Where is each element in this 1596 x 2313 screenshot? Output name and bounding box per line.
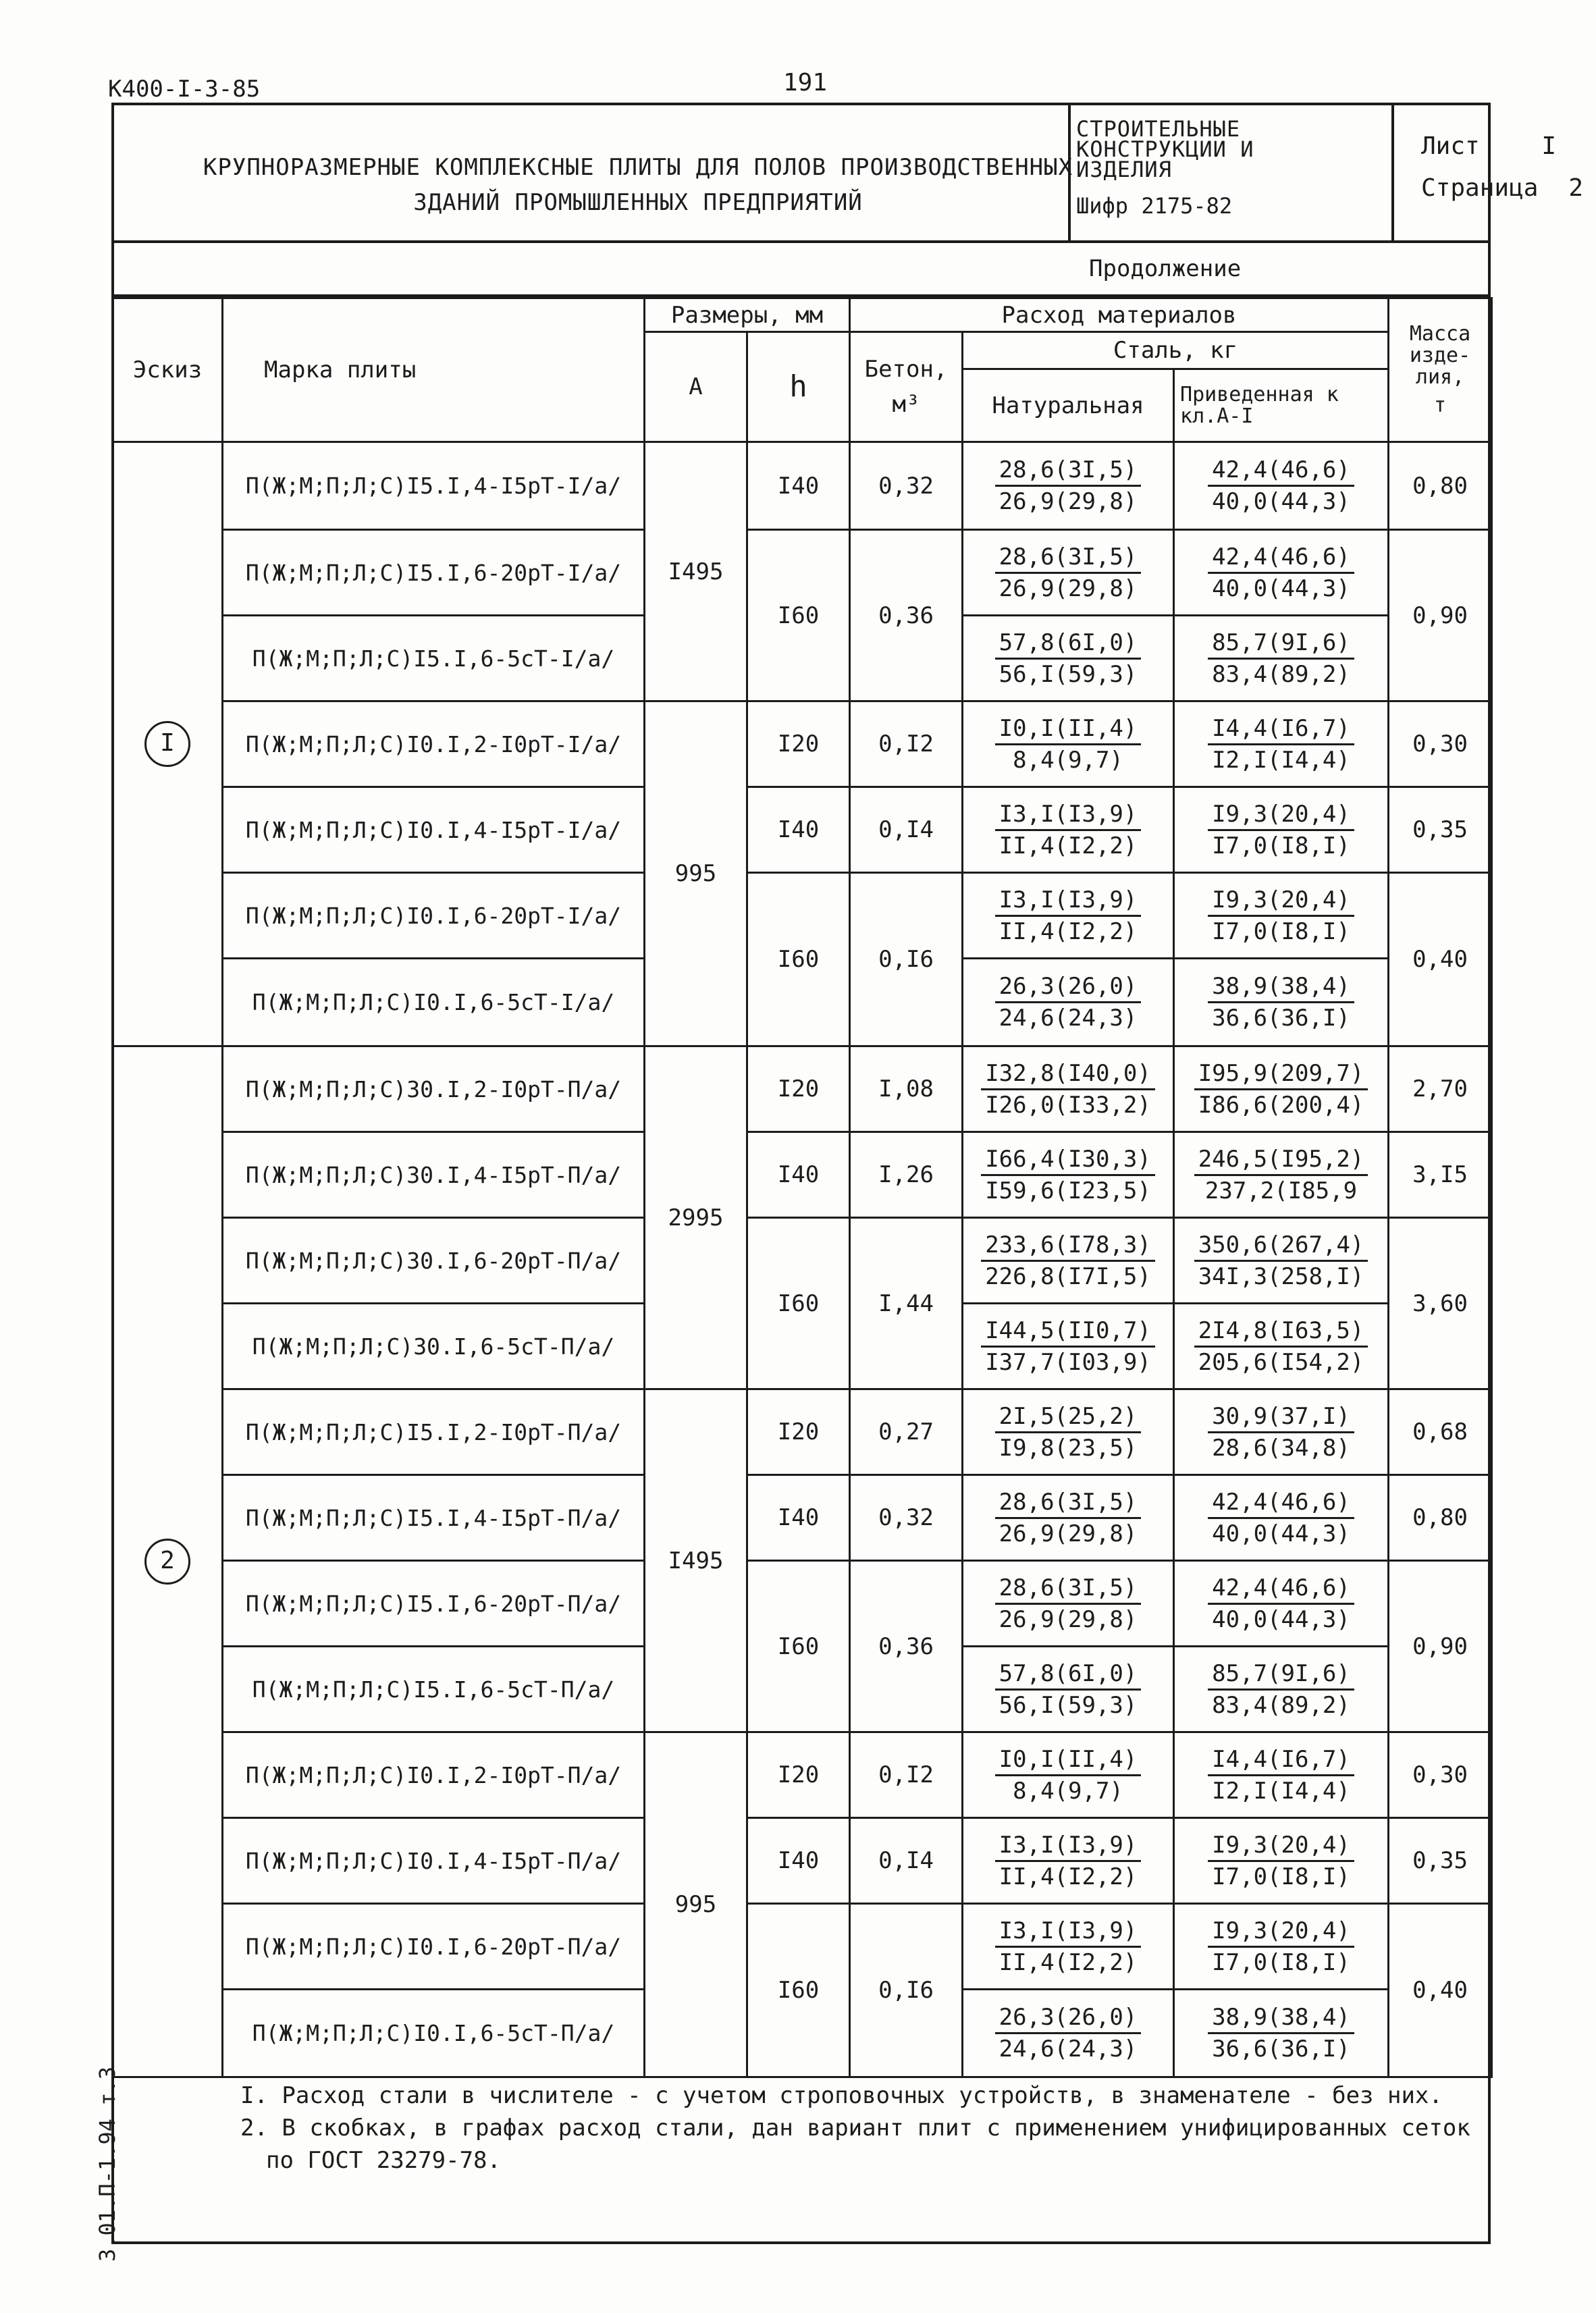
reduced-steel-den: I7,0(I8,I) xyxy=(1212,832,1350,859)
natural-steel-den: 24,6(24,3) xyxy=(999,2036,1138,2063)
plate-mark: П(Ж;М;П;Л;С)30.I,6-20рТ-П/а/ xyxy=(223,1218,645,1304)
mass-line-2: изде- xyxy=(1409,344,1471,367)
natural-steel-num: 233,6(I78,3) xyxy=(981,1230,1155,1262)
reduced-steel-den: 40,0(44,3) xyxy=(1212,1520,1350,1547)
reduced-steel xyxy=(1208,2002,1354,2064)
reduced-steel xyxy=(1194,1144,1368,1206)
reduced-steel-den: 40,0(44,3) xyxy=(1212,575,1350,602)
natural-steel xyxy=(995,455,1142,516)
natural-steel-num: I3,I(I3,9) xyxy=(995,1830,1142,1862)
reduced-steel-den: I7,0(I8,I) xyxy=(1212,918,1350,945)
natural-steel xyxy=(995,885,1142,947)
concrete-cell: 0,I2 xyxy=(850,1732,963,1818)
series-line-1: СТРОИТЕЛЬНЫЕ xyxy=(1076,116,1241,142)
concrete-cell: 0,I4 xyxy=(850,787,963,873)
sheet-info xyxy=(1421,126,1583,209)
concrete-cell: 0,I4 xyxy=(850,1818,963,1904)
natural-steel xyxy=(995,1659,1142,1720)
dim-h-cell: I40 xyxy=(747,442,850,530)
sketch-cell xyxy=(113,1046,223,2077)
dim-a-cell: 995 xyxy=(645,701,747,1046)
page-row xyxy=(1421,167,1583,209)
header-dim-a: А xyxy=(645,332,747,442)
reduced-steel-num: 42,4(46,6) xyxy=(1208,1487,1354,1519)
reduced-steel xyxy=(1194,1316,1368,1377)
natural-steel xyxy=(995,2002,1142,2064)
reduced-steel-num: I4,4(I6,7) xyxy=(1208,1745,1354,1776)
mass-cell: 0,80 xyxy=(1389,1475,1492,1561)
reduced-steel-cell xyxy=(1174,1046,1389,1132)
natural-steel-cell xyxy=(963,1389,1174,1475)
concrete-cell: 0,32 xyxy=(850,442,963,530)
title-line-2: ЗДАНИЙ ПРОМЫШЛЕННЫХ ПРЕДПРИЯТИЙ xyxy=(413,189,863,216)
series-block xyxy=(1068,103,1394,240)
dim-h-cell: I60 xyxy=(747,1218,850,1389)
plate-mark: П(Ж;М;П;Л;С)I0.I,6-20рТ-П/а/ xyxy=(223,1904,645,1990)
natural-steel-den: 8,4(9,7) xyxy=(1013,746,1123,774)
natural-steel xyxy=(995,1745,1142,1806)
header-concrete xyxy=(850,332,963,442)
mass-cell: 0,35 xyxy=(1389,787,1492,873)
concrete-cell: 0,36 xyxy=(850,1561,963,1732)
natural-steel-den: II,4(I2,2) xyxy=(999,832,1138,859)
reduced-steel-num: 42,4(46,6) xyxy=(1208,1573,1354,1605)
mass-cell: 0,90 xyxy=(1389,1561,1492,1732)
dim-h-cell: I40 xyxy=(747,1475,850,1561)
plate-mark: П(Ж;М;П;Л;С)I5.I,6-20рТ-П/а/ xyxy=(223,1561,645,1647)
spec-table xyxy=(111,297,1493,2078)
concrete-cell: I,44 xyxy=(850,1218,963,1389)
dim-h-cell: I60 xyxy=(747,1904,850,2077)
natural-steel-den: I59,6(I23,5) xyxy=(985,1177,1151,1204)
natural-steel-cell xyxy=(963,1818,1174,1904)
sketch-marker: I xyxy=(144,721,190,767)
reduced-steel xyxy=(1208,455,1354,516)
natural-steel xyxy=(981,1144,1155,1206)
reduced-steel-num: 30,9(37,I) xyxy=(1208,1402,1354,1433)
reduced-steel-cell xyxy=(1174,616,1389,701)
reduced-steel xyxy=(1208,1745,1354,1806)
reduced-steel-num: I4,4(I6,7) xyxy=(1208,714,1354,745)
natural-steel xyxy=(995,1402,1142,1463)
reduced-steel-cell xyxy=(1174,959,1389,1046)
concrete-cell: 0,I6 xyxy=(850,1904,963,2077)
reduced-steel xyxy=(1208,799,1354,861)
dim-h-cell: I20 xyxy=(747,701,850,787)
sheet-label: Лист xyxy=(1421,132,1480,160)
dim-h-cell: I60 xyxy=(747,873,850,1046)
dim-h-cell: I20 xyxy=(747,1389,850,1475)
natural-steel-cell xyxy=(963,873,1174,959)
reduced-steel-den: 36,6(36,I) xyxy=(1212,1005,1350,1032)
plate-mark: П(Ж;М;П;Л;С)I5.I,2-I0рТ-П/а/ xyxy=(223,1389,645,1475)
reduced-steel-num: 2I4,8(I63,5) xyxy=(1194,1316,1368,1348)
natural-steel xyxy=(995,628,1142,689)
plate-mark: П(Ж;М;П;Л;С)30.I,2-I0рТ-П/а/ xyxy=(223,1046,645,1132)
natural-steel xyxy=(995,1830,1142,1892)
natural-steel-num: 2I,5(25,2) xyxy=(995,1402,1142,1433)
reduced-steel-cell xyxy=(1174,1389,1389,1475)
reduced-steel-num: I9,3(20,4) xyxy=(1208,799,1354,831)
natural-steel-den: 26,9(29,8) xyxy=(999,1605,1138,1633)
header-natural: Натуральная xyxy=(963,369,1174,442)
plate-mark: П(Ж;М;П;Л;С)I0.I,2-I0рТ-I/а/ xyxy=(223,701,645,787)
natural-steel-num: 57,8(6I,0) xyxy=(995,628,1142,660)
reduced-steel-cell xyxy=(1174,1132,1389,1218)
natural-steel-cell xyxy=(963,1132,1174,1218)
mass-cell: 0,30 xyxy=(1389,1732,1492,1818)
reduced-steel-den: 28,6(34,8) xyxy=(1212,1434,1350,1462)
mass-cell: 3,60 xyxy=(1389,1218,1492,1389)
natural-steel-cell xyxy=(963,787,1174,873)
series-line-2: КОНСТРУКЦИИ И xyxy=(1076,136,1254,162)
natural-steel-cell xyxy=(963,1218,1174,1304)
concrete-cell: 0,I6 xyxy=(850,873,963,1046)
natural-steel-num: I0,I(II,4) xyxy=(995,1745,1142,1776)
reduced-steel xyxy=(1194,1059,1368,1120)
natural-steel-num: I3,I(I3,9) xyxy=(995,799,1142,831)
natural-steel-num: I32,8(I40,0) xyxy=(981,1059,1155,1090)
natural-steel-cell xyxy=(963,1046,1174,1132)
reduced-steel-num: 42,4(46,6) xyxy=(1208,542,1354,574)
dim-a-cell: I495 xyxy=(645,442,747,701)
plate-mark: П(Ж;М;П;Л;С)I0.I,6-20рТ-I/а/ xyxy=(223,873,645,959)
title-line-1: КРУПНОРАЗМЕРНЫЕ КОМПЛЕКСНЫЕ ПЛИТЫ ДЛЯ ПОЛОВ ПРОИЗВОДСТВЕННЫХ xyxy=(203,154,1073,181)
natural-steel-den: 26,9(29,8) xyxy=(999,488,1138,515)
natural-steel xyxy=(995,1487,1142,1549)
reduced-steel-num: 246,5(I95,2) xyxy=(1194,1144,1368,1176)
natural-steel xyxy=(981,1316,1155,1377)
reduced-steel-den: 237,2(I85,9 xyxy=(1204,1177,1358,1204)
header-dim-h: h xyxy=(747,332,850,442)
mass-cell: 0,35 xyxy=(1389,1818,1492,1904)
reduced-steel-den: I7,0(I8,I) xyxy=(1212,1948,1350,1976)
natural-steel-den: II,4(I2,2) xyxy=(999,1948,1138,1976)
reduced-steel xyxy=(1208,1487,1354,1549)
dim-h-cell: I40 xyxy=(747,1132,850,1218)
concrete-cell: 0,27 xyxy=(850,1389,963,1475)
mass-cell: 0,80 xyxy=(1389,442,1492,530)
reduced-steel-den: 40,0(44,3) xyxy=(1212,488,1350,515)
dim-h-cell: I20 xyxy=(747,1046,850,1132)
sheet-value: I xyxy=(1541,132,1556,160)
natural-steel xyxy=(981,1059,1155,1120)
natural-steel-cell xyxy=(963,1732,1174,1818)
dim-h-cell: I40 xyxy=(747,1818,850,1904)
natural-steel-den: 24,6(24,3) xyxy=(999,1005,1138,1032)
reduced-steel-den: 205,6(I54,2) xyxy=(1198,1348,1364,1376)
reduced-steel-cell xyxy=(1174,1818,1389,1904)
natural-steel xyxy=(995,1916,1142,1977)
natural-steel-cell xyxy=(963,616,1174,701)
natural-steel-cell xyxy=(963,701,1174,787)
reduced-steel-num: 38,9(38,4) xyxy=(1208,972,1354,1003)
natural-steel-num: I3,I(I3,9) xyxy=(995,1916,1142,1948)
reduced-steel-cell xyxy=(1174,1561,1389,1647)
reduced-steel-num: 350,6(267,4) xyxy=(1194,1230,1368,1262)
reduced-steel-num: 85,7(9I,6) xyxy=(1208,1659,1354,1691)
reduced-steel-num: 85,7(9I,6) xyxy=(1208,628,1354,660)
natural-steel-cell xyxy=(963,530,1174,616)
sketch-cell xyxy=(113,442,223,1046)
natural-steel-cell xyxy=(963,1304,1174,1389)
reduced-steel xyxy=(1208,1402,1354,1463)
natural-steel-num: 57,8(6I,0) xyxy=(995,1659,1142,1691)
reduced-steel-den: I86,6(200,4) xyxy=(1198,1091,1364,1119)
natural-steel-num: I3,I(I3,9) xyxy=(995,885,1142,917)
reduced-steel-cell xyxy=(1174,1475,1389,1561)
reduced-steel-num: 42,4(46,6) xyxy=(1208,455,1354,487)
reduced-steel-den: I2,I(I4,4) xyxy=(1212,746,1350,774)
reduced-steel xyxy=(1208,885,1354,947)
note-1: I. Расход стали в числителе - с учетом строповочных устройств, в знаменателе - без них. xyxy=(240,2082,1443,2109)
dim-a-cell: I495 xyxy=(645,1389,747,1732)
header-steel: Сталь, кг xyxy=(963,332,1389,369)
note-2: 2. В скобках, в графах расход стали, дан вариант плит с применением унифицированных сеток xyxy=(240,2115,1470,2142)
mass-line-1: Масса xyxy=(1409,322,1471,346)
reduced-line-2: кл.А-I xyxy=(1180,404,1254,428)
footnotes xyxy=(240,2079,1483,2177)
natural-steel-den: I26,0(I33,2) xyxy=(985,1091,1151,1119)
continuation-row xyxy=(111,243,1491,297)
header-materials: Расход материалов xyxy=(850,298,1389,332)
concrete-cell: 0,I2 xyxy=(850,701,963,787)
natural-steel-num: 26,3(26,0) xyxy=(995,2002,1142,2034)
natural-steel xyxy=(995,542,1142,604)
reduced-steel-den: 36,6(36,I) xyxy=(1212,2036,1350,2063)
reduced-steel-cell xyxy=(1174,1732,1389,1818)
plate-mark: П(Ж;М;П;Л;С)I5.I,6-20рТ-I/а/ xyxy=(223,530,645,616)
reduced-steel-cell xyxy=(1174,701,1389,787)
natural-steel-num: 28,6(3I,5) xyxy=(995,542,1142,574)
natural-steel-num: 26,3(26,0) xyxy=(995,972,1142,1003)
page-value: 2 xyxy=(1568,174,1583,202)
series-name xyxy=(1076,116,1385,182)
natural-steel-den: 8,4(9,7) xyxy=(1013,1777,1123,1805)
page-number: 191 xyxy=(783,69,828,97)
natural-steel-cell xyxy=(963,1990,1174,2077)
dim-h-cell: I40 xyxy=(747,787,850,873)
plate-mark: П(Ж;М;П;Л;С)30.I,6-5сТ-П/а/ xyxy=(223,1304,645,1389)
dim-a-cell: 2995 xyxy=(645,1046,747,1389)
natural-steel xyxy=(981,1230,1155,1292)
natural-steel-den: 226,8(I7I,5) xyxy=(985,1262,1151,1290)
sketch-marker: 2 xyxy=(144,1539,190,1585)
reduced-steel-den: I7,0(I8,I) xyxy=(1212,1863,1350,1890)
dim-h-cell: I60 xyxy=(747,530,850,701)
natural-steel-den: 26,9(29,8) xyxy=(999,1520,1138,1547)
reduced-steel-cell xyxy=(1174,442,1389,530)
note-2-continued: по ГОСТ 23279-78. xyxy=(266,2147,501,2174)
mass-cell: 0,90 xyxy=(1389,530,1492,701)
natural-steel-num: I0,I(II,4) xyxy=(995,714,1142,745)
reduced-steel-cell xyxy=(1174,1647,1389,1732)
plate-mark: П(Ж;М;П;Л;С)I5.I,4-I5рТ-I/а/ xyxy=(223,442,645,530)
reduced-steel-num: I9,3(20,4) xyxy=(1208,1916,1354,1948)
reduced-steel xyxy=(1208,1830,1354,1892)
natural-steel-den: 56,I(59,3) xyxy=(999,1691,1138,1719)
natural-steel xyxy=(995,714,1142,775)
mass-cell: 3,I5 xyxy=(1389,1132,1492,1218)
reduced-steel-cell xyxy=(1174,787,1389,873)
reduced-steel-den: 83,4(89,2) xyxy=(1212,1691,1350,1719)
reduced-steel-num: 38,9(38,4) xyxy=(1208,2002,1354,2034)
mass-cell: 0,40 xyxy=(1389,1904,1492,2077)
natural-steel-cell xyxy=(963,1647,1174,1732)
natural-steel-cell xyxy=(963,1904,1174,1990)
natural-steel-den: II,4(I2,2) xyxy=(999,1863,1138,1890)
mass-unit: т xyxy=(1433,394,1447,417)
natural-steel-cell xyxy=(963,1561,1174,1647)
reduced-steel-num: I9,3(20,4) xyxy=(1208,885,1354,917)
header-mass xyxy=(1389,298,1492,442)
plate-mark: П(Ж;М;П;Л;С)I5.I,6-5сТ-П/а/ xyxy=(223,1647,645,1732)
dim-h-cell: I20 xyxy=(747,1732,850,1818)
dim-a-cell: 995 xyxy=(645,1732,747,2077)
reduced-steel-cell xyxy=(1174,1218,1389,1304)
header-mark: Марка плиты xyxy=(223,298,645,442)
natural-steel-den: I37,7(I03,9) xyxy=(985,1348,1151,1376)
natural-steel-den: II,4(I2,2) xyxy=(999,918,1138,945)
page-label: Страница xyxy=(1421,174,1539,202)
plate-mark: П(Ж;М;П;Л;С)I5.I,4-I5рТ-П/а/ xyxy=(223,1475,645,1561)
reduced-steel xyxy=(1208,1916,1354,1977)
dim-h-cell: I60 xyxy=(747,1561,850,1732)
concrete-unit: м³ xyxy=(892,391,920,418)
reduced-steel xyxy=(1208,972,1354,1033)
reduced-steel-cell xyxy=(1174,530,1389,616)
concrete-cell: I,26 xyxy=(850,1132,963,1218)
natural-steel xyxy=(995,799,1142,861)
plate-mark: П(Ж;М;П;Л;С)I0.I,6-5сТ-П/а/ xyxy=(223,1990,645,2077)
reduced-steel-den: 34I,3(258,I) xyxy=(1198,1262,1364,1290)
header-sketch: Эскиз xyxy=(113,298,223,442)
cipher: Шифр 2175-82 xyxy=(1076,193,1233,219)
reduced-steel-cell xyxy=(1174,873,1389,959)
reduced-steel-den: I2,I(I4,4) xyxy=(1212,1777,1350,1805)
natural-steel-num: 28,6(3I,5) xyxy=(995,455,1142,487)
reduced-steel-den: 83,4(89,2) xyxy=(1212,660,1350,688)
concrete-label: Бетон, xyxy=(864,356,948,383)
reduced-steel xyxy=(1208,542,1354,604)
reduced-steel xyxy=(1208,1573,1354,1634)
natural-steel-den: I9,8(23,5) xyxy=(999,1434,1138,1462)
continuation-label: Продолжение xyxy=(1089,255,1242,282)
natural-steel xyxy=(995,972,1142,1033)
doc-code: К400-I-3-85 xyxy=(108,76,261,103)
reduced-steel-cell xyxy=(1174,1990,1389,2077)
title-block xyxy=(111,103,1583,243)
natural-steel-num: 28,6(3I,5) xyxy=(995,1487,1142,1519)
natural-steel-cell xyxy=(963,1475,1174,1561)
mass-cell: 0,68 xyxy=(1389,1389,1492,1475)
reduced-steel-cell xyxy=(1174,1304,1389,1389)
natural-steel-den: 26,9(29,8) xyxy=(999,575,1138,602)
natural-steel-cell xyxy=(963,959,1174,1046)
mass-cell: 2,70 xyxy=(1389,1046,1492,1132)
reduced-steel-cell xyxy=(1174,1904,1389,1990)
plate-mark: П(Ж;М;П;Л;С)30.I,4-I5рТ-П/а/ xyxy=(223,1132,645,1218)
concrete-cell: I,08 xyxy=(850,1046,963,1132)
document-title xyxy=(138,150,1138,220)
reduced-steel xyxy=(1194,1230,1368,1292)
header-reduced xyxy=(1174,369,1389,442)
mass-cell: 0,30 xyxy=(1389,701,1492,787)
mass-line-3: лия, xyxy=(1415,365,1465,389)
series-line-3: ИЗДЕЛИЯ xyxy=(1076,157,1172,182)
plate-mark: П(Ж;М;П;Л;С)I0.I,4-I5рТ-П/а/ xyxy=(223,1818,645,1904)
mass-cell: 0,40 xyxy=(1389,873,1492,1046)
reduced-steel-num: I9,3(20,4) xyxy=(1208,1830,1354,1862)
plate-mark: П(Ж;М;П;Л;С)I0.I,2-I0рТ-П/а/ xyxy=(223,1732,645,1818)
reduced-steel-num: I95,9(209,7) xyxy=(1194,1059,1368,1090)
natural-steel-num: 28,6(3I,5) xyxy=(995,1573,1142,1605)
plate-mark: П(Ж;М;П;Л;С)I0.I,4-I5рТ-I/а/ xyxy=(223,787,645,873)
reduced-steel xyxy=(1208,714,1354,775)
side-code: 3.01.П-1.94 т.3 xyxy=(95,2067,120,2262)
concrete-cell: 0,32 xyxy=(850,1475,963,1561)
plate-mark: П(Ж;М;П;Л;С)I0.I,6-5сТ-I/а/ xyxy=(223,959,645,1046)
natural-steel-num: I66,4(I30,3) xyxy=(981,1144,1155,1176)
natural-steel-num: I44,5(II0,7) xyxy=(981,1316,1155,1348)
natural-steel-den: 56,I(59,3) xyxy=(999,660,1138,688)
reduced-steel xyxy=(1208,1659,1354,1720)
sheet-row xyxy=(1421,126,1583,167)
reduced-steel-den: 40,0(44,3) xyxy=(1212,1605,1350,1633)
header-dimensions: Размеры, мм xyxy=(645,298,850,332)
concrete-cell: 0,36 xyxy=(850,530,963,701)
natural-steel xyxy=(995,1573,1142,1634)
reduced-steel xyxy=(1208,628,1354,689)
plate-mark: П(Ж;М;П;Л;С)I5.I,6-5сТ-I/а/ xyxy=(223,616,645,701)
reduced-line-1: Приведенная к xyxy=(1180,382,1339,406)
natural-steel-cell xyxy=(963,442,1174,530)
